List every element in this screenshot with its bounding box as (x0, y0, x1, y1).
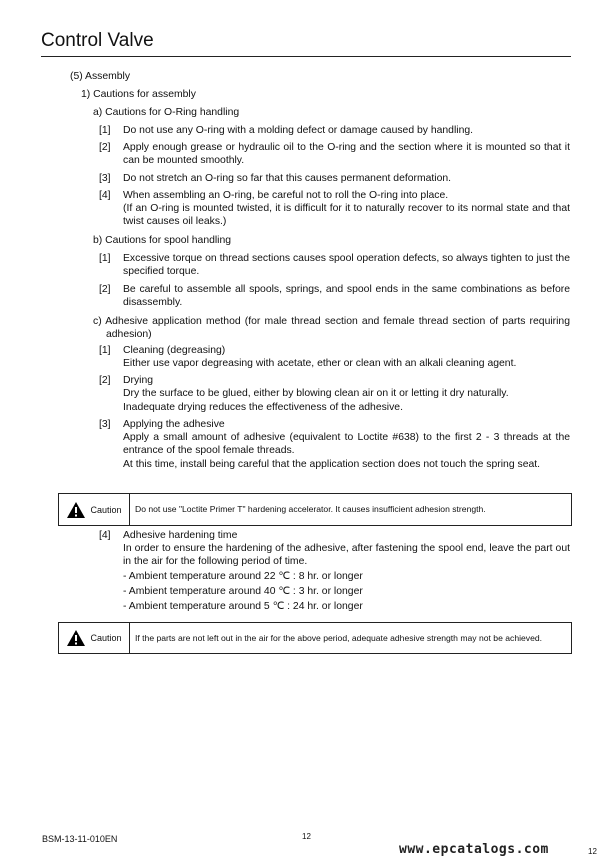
o-ring-heading: a) Cautions for O-Ring handling (93, 107, 240, 118)
caution-label: Caution (90, 504, 122, 515)
adhesive-heading (93, 316, 570, 341)
step-text: Dry the surface to be glued, either by blowing clean air on it or letting it dry naturally. (123, 388, 509, 399)
list-item: Excessive torque on thread sections causes spool operation defects, so always tighten to just the specified torque. (123, 253, 570, 277)
step-text: Apply a small amount of adhesive (equivalent to Loctite #638) to the first 2 - 3 threads at the entrance of the spool female threads. (123, 432, 570, 456)
step-title: Drying (123, 375, 154, 386)
warning-icon (66, 501, 86, 519)
item-number: [2] (99, 284, 111, 295)
item-number: [4] (99, 530, 111, 541)
step-text: In order to ensure the hardening of the adhesive, after fastening the spool end, leave the part out in the air for the following period of time. (123, 543, 570, 567)
step-title: Adhesive hardening time (123, 530, 238, 541)
watermark-link[interactable]: www.epcatalogs.com (399, 842, 549, 857)
list-item: Do not use any O-ring with a molding defect or damage caused by handling. (123, 125, 474, 136)
temperature-line: - Ambient temperature around 40 ℃ : 3 hr. or longer (123, 586, 363, 597)
temperature-line: - Ambient temperature around 22 ℃ : 8 hr. or longer (123, 571, 363, 582)
item-number: [2] (99, 142, 111, 153)
page-title: Control Valve (41, 30, 154, 51)
title-divider (41, 56, 571, 57)
adhesive-heading-text: c) Adhesive application method (for male thread section and female thread section of parts requiring adhesion) (93, 316, 570, 340)
item-number: [1] (99, 253, 111, 264)
temperature-line: - Ambient temperature around 5 ℃ : 24 hr. or longer (123, 601, 363, 612)
caution-label: Caution (90, 633, 122, 643)
caution-text: If the parts are not left out in the air for the above period, adequate adhesive strength may not be achieved. (135, 632, 543, 643)
step-text: Either use vapor degreasing with acetate, ether or clean with an alkali cleaning agent. (123, 358, 517, 369)
watermark-page-number: 12 (588, 847, 597, 856)
list-item: Be careful to assemble all spools, springs, and spool ends in the same combinations as before disassembly. (123, 284, 570, 308)
step-text: Inadequate drying reduces the effectiveness of the adhesive. (123, 402, 403, 413)
step-text: At this time, install being careful that the application section does not touch the spring seat. (123, 459, 541, 470)
list-item: When assembling an O-ring, be careful not to roll the O-ring into place. (123, 190, 449, 201)
page-number: 12 (302, 832, 311, 841)
document-code: BSM-13-11-010EN (42, 834, 118, 844)
item-number: [3] (99, 173, 111, 184)
item-number: [3] (99, 419, 111, 430)
item-number: [1] (99, 345, 111, 356)
item-number: [1] (99, 125, 111, 136)
list-item-note: (If an O-ring is mounted twisted, it is difficult for it to naturally recover to its normal state and that twist causes oil leaks.) (123, 203, 570, 227)
section-heading: (5) Assembly (70, 71, 131, 82)
item-number: [4] (99, 190, 111, 201)
caution-box (58, 622, 572, 654)
warning-icon (66, 629, 86, 647)
caution-box (58, 493, 572, 526)
list-item: Do not stretch an O-ring so far that this causes permanent deformation. (123, 173, 452, 184)
step-title: Cleaning (degreasing) (123, 345, 226, 356)
spool-heading: b) Cautions for spool handling (93, 235, 232, 246)
caution-label-cell (59, 494, 130, 525)
subsection-heading: 1) Cautions for assembly (81, 89, 196, 100)
caution-label-cell (59, 623, 130, 653)
step-title: Applying the adhesive (123, 419, 225, 430)
item-number: [2] (99, 375, 111, 386)
list-item: Apply enough grease or hydraulic oil to the O-ring and the section where it is mounted so that it can be mounted smoothly. (123, 142, 570, 166)
caution-text: Do not use "Loctite Primer T" hardening accelerator. It causes insufficient adhesion strength. (135, 504, 486, 514)
